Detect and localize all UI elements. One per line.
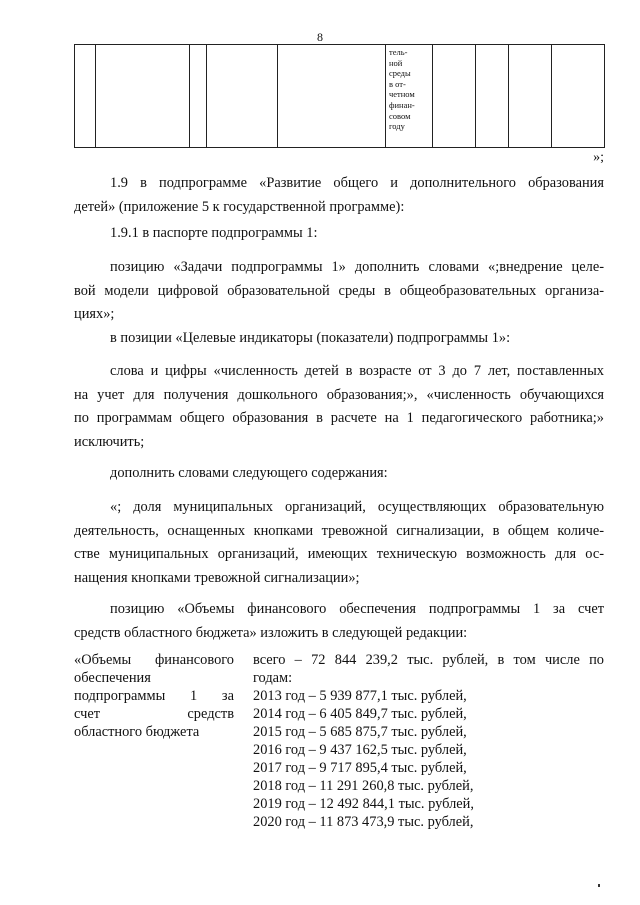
page-number: 8 bbox=[317, 30, 323, 44]
table-cell bbox=[433, 45, 476, 148]
table-fragment bbox=[74, 44, 605, 148]
paragraph-indicators: в позиции «Целевые индикаторы (показатели) подпрограммы 1»: bbox=[110, 330, 511, 346]
volumes-year-line: 2014 год – 6 405 849,7 тыс. рублей, bbox=[253, 706, 467, 722]
volumes-year-line: 2019 год – 12 492 844,1 тыс. рублей, bbox=[253, 796, 474, 812]
volumes-year-line: 2017 год – 9 717 895,4 тыс. рублей, bbox=[253, 760, 467, 776]
volumes-label: «Объемы финансового обеспечения подпрограммы 1 за счет средств областного бюджета bbox=[74, 652, 234, 740]
scan-speck bbox=[598, 884, 600, 887]
volumes-total: всего – 72 844 239,2 тыс. рублей, в том числе по bbox=[253, 652, 604, 668]
paragraph-words-exclude: слова и цифры «численность детей в возрасте от 3 до 7 лет, поставленных на учет для получения дошкольного образования;», «численность обучающихся по программам общего образования в расчете на 1 педагогического работника;» исключить; bbox=[74, 363, 604, 450]
paragraph-volumes: позицию «Объемы финансового обеспечения подпрограммы 1 за счет средств областного бюджета» изложить в следующей редакции: bbox=[74, 601, 604, 641]
volumes-years-label: годам: bbox=[253, 670, 293, 686]
table-cell bbox=[190, 45, 207, 148]
volumes-year-line: 2018 год – 11 291 260,8 тыс. рублей, bbox=[253, 778, 474, 794]
table-cell bbox=[207, 45, 278, 148]
table-cell bbox=[552, 45, 605, 148]
table-row bbox=[75, 45, 605, 148]
table-cell bbox=[96, 45, 190, 148]
volumes-year-line: 2013 год – 5 939 877,1 тыс. рублей, bbox=[253, 688, 467, 704]
table-cell bbox=[278, 45, 386, 148]
paragraph-share: «; доля муниципальных организаций, осуществляющих образовательную деятельность, оснащенных кнопками тревожной сигнализации, в общем количе- стве муниципальных организаций, имеющих техническую возможность для ос- нащения кнопками тревожной сигнализации»; bbox=[74, 499, 604, 586]
volumes-year-line: 2016 год – 9 437 162,5 тыс. рублей, bbox=[253, 742, 467, 758]
closing-quote-mark: »; bbox=[593, 150, 604, 165]
volumes-values bbox=[253, 651, 604, 831]
paragraph-add: дополнить словами следующего содержания: bbox=[110, 465, 388, 481]
paragraph-1-9: 1.9 в подпрограмме «Развитие общего и дополнительного образования детей» (приложение 5 к государственной программе): bbox=[74, 175, 604, 215]
table-cell bbox=[75, 45, 96, 148]
table-cell bbox=[509, 45, 552, 148]
volumes-year-line: 2015 год – 5 685 875,7 тыс. рублей, bbox=[253, 724, 467, 740]
paragraph-tasks: позицию «Задачи подпрограммы 1» дополнить словами «;внедрение целе- вой модели цифровой образовательной среды в общеобразовательных организа- циях»; bbox=[74, 259, 604, 322]
table-cell-text: тель- ной среды в от- четном финан- совом году bbox=[386, 45, 433, 148]
table-cell bbox=[476, 45, 509, 148]
paragraph-1-9-1: 1.9.1 в паспорте подпрограммы 1: bbox=[110, 225, 318, 241]
volumes-year-line: 2020 год – 11 873 473,9 тыс. рублей, bbox=[253, 814, 474, 830]
